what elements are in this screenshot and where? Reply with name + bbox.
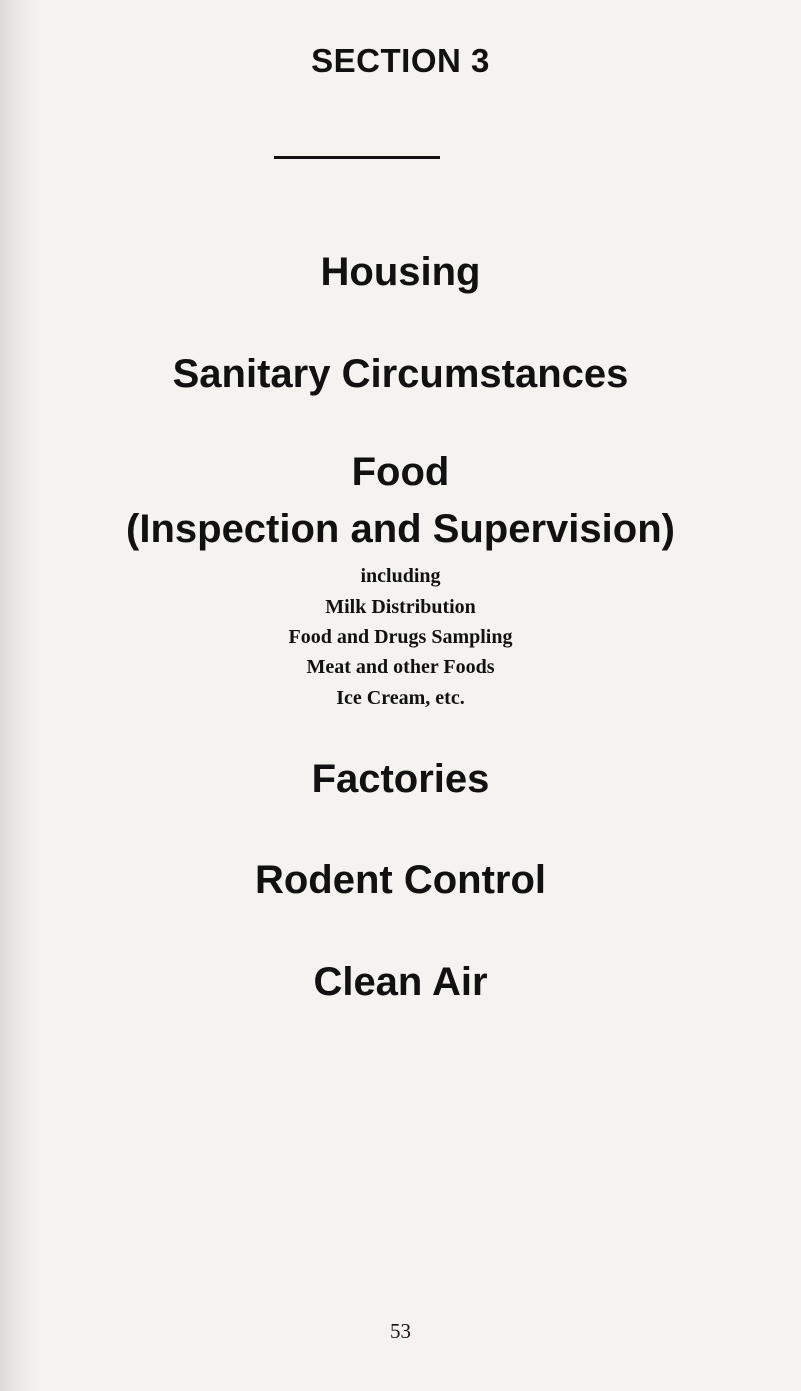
- section-title: SECTION 3: [311, 42, 490, 79]
- heading-food: Food: [351, 450, 450, 494]
- heading-housing: Housing: [320, 250, 481, 294]
- heading-rodent-control: Rodent Control: [254, 858, 547, 902]
- heading-inspection-supervision: (Inspection and Supervision): [126, 507, 675, 551]
- subheading-meat-other-foods: Meat and other Foods: [306, 656, 495, 678]
- heading-factories: Factories: [311, 757, 490, 801]
- title-divider: [274, 156, 440, 159]
- subheading-including: including: [360, 565, 441, 587]
- subheading-milk-distribution: Milk Distribution: [325, 596, 476, 618]
- heading-clean-air: Clean Air: [313, 960, 488, 1004]
- subheading-ice-cream: Ice Cream, etc.: [336, 687, 465, 709]
- page-number: 53: [390, 1319, 411, 1343]
- heading-sanitary-circumstances: Sanitary Circumstances: [172, 352, 629, 396]
- subheading-food-drugs-sampling: Food and Drugs Sampling: [288, 626, 513, 648]
